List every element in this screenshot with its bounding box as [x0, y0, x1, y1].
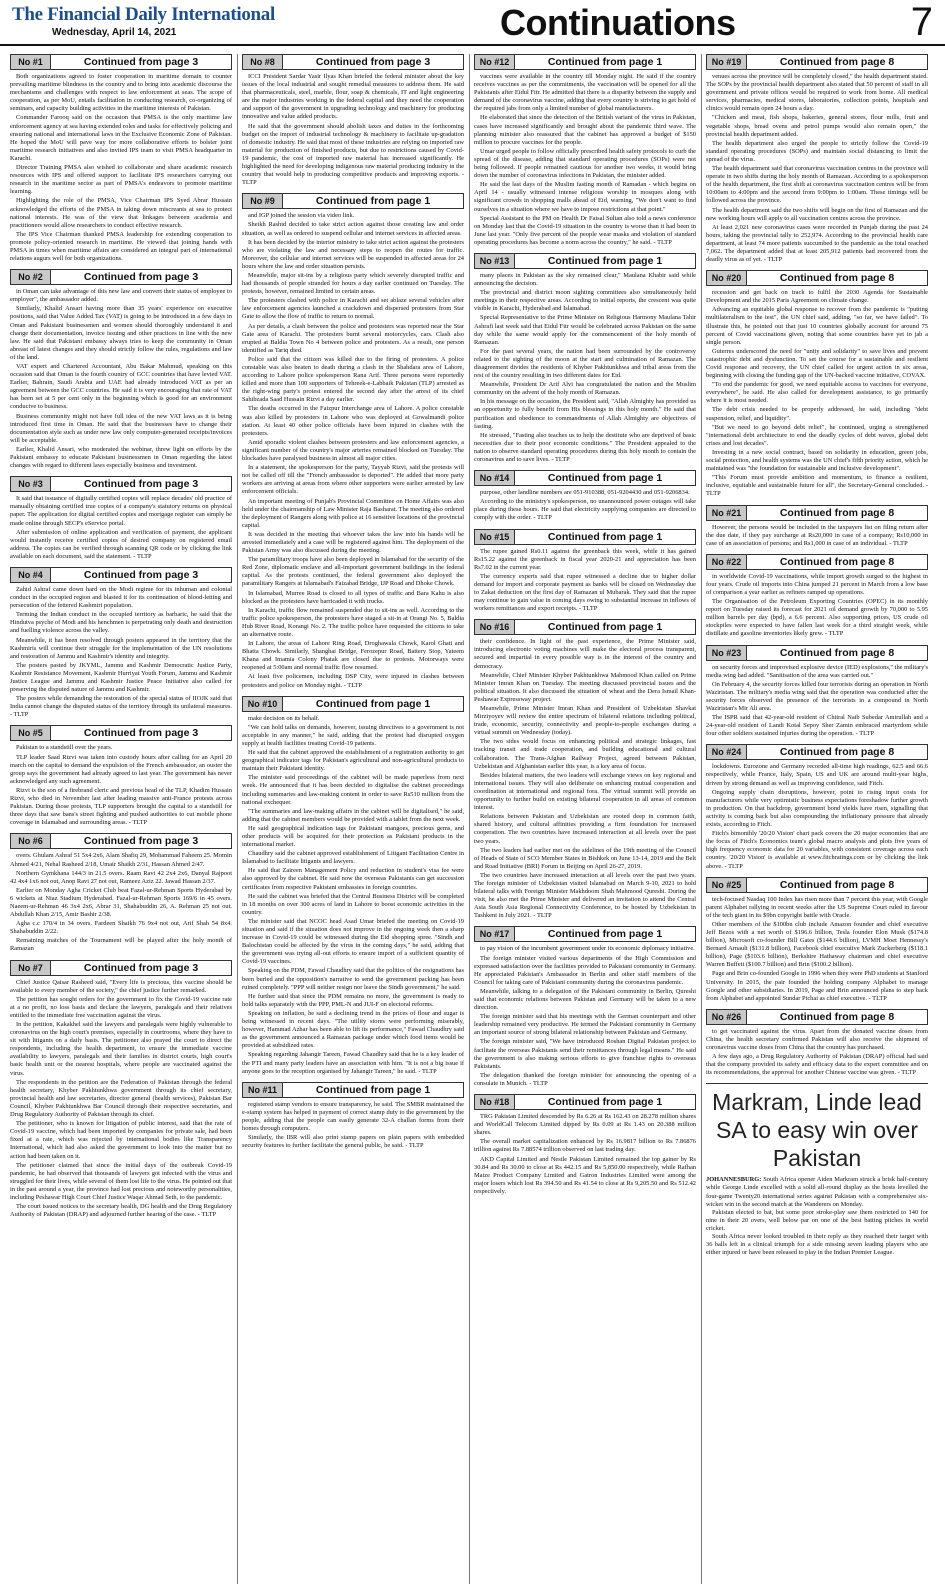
story-paragraph: The delegation thanked the foreign minister for announcing the opening of a consulate in Munich. - TLTP [474, 1071, 696, 1087]
story-paragraph: purpose, other landline numbers are 051-910388, 051-9204430 and 051-9206834. [480, 489, 690, 497]
story-paragraph: tech-focused Nasdaq 100 Index has risen more than 7 percent this year, with Google parent Alphabet rallying in recent weeks after the US Supreme Court ruled in favour of the tech giant in its $9bn copyright battle with Oracle. [706, 895, 928, 919]
page-number: 7 [910, 0, 933, 44]
story-paragraph: The paramilitary troops have also been deployed in Islamabad for the security of the Red Zone, diplomatic enclave and all-important government buildings in the federal capital. As the protests continued, the federal government also deployed the paramilitary Rangers at Islamabad's Faizabad Bridge, IJP Road and Dhoke Chowk. [242, 556, 464, 588]
story-paragraph: Rizvi is the son of a firebrand cleric and previous head of the TLP, Khadim Hussain Rizvi, who died in November last after leading massive anti-France protests across Pakistan. During those protests, TLP supporters brought the capital to a standstill for three days that saw bans's street fighting and pushed authorities to cut mobile phone coverage in Islamabad and surrounding areas. - TLTP [10, 786, 232, 827]
story-paragraph: For the past several years, the nation had been surrounded by the controversy related to the sighting of the moon at the start and culmination of Ramazan. The disagreement divides the residents of Khyber Pakhtunkhwa and tribal areas from the rest of the country resulting in two different dates for Eid. [474, 347, 696, 380]
story-paragraph: The overall market capitalization enhanced by Rs 16.9817 billion to Rs 7.86876 trillion against Rs 7.88574 trillion observed on last trading day. [474, 1138, 696, 1154]
story-paragraph: in worldwide Covid-19 vaccinations, while import growth surged to the highest in four years. Crude oil imports into China jumped 21 percent in March from a low base of comparison a year earlier as refiners ramped up operations. [706, 572, 928, 596]
story-paragraph: Umar urged people to follow officially prescribed health safety protocols to curb the spread of the disease, adding that standard operating procedures (SOPs) were not being followed. If people remained cautious for another two weeks, it would bring down the number of coronavirus infections in Pakistan, the minister added. [474, 147, 696, 180]
continued-label: Continued from page 1 [547, 254, 663, 267]
story-body [706, 664, 928, 739]
story-body [242, 715, 464, 1076]
story-paragraph: on security forces and improvised explosive device (IED) explosions," the military's media wing had added. "Sanitisation of the area was carried out." [706, 663, 928, 679]
story-header [706, 877, 928, 893]
story-paragraph: According to the ministry's spokesperson, no unannounced power outages will take place during these hours. He said that electricity supplying companies are directed to comply with the order. - TLTP [474, 498, 696, 522]
story-paragraph: The foreign minister visited various departments of the High Commission and expressed satisfaction over the facilities provided to Pakistani community in Germany. He appreciated Pakistan's Ambassador in Berlin and other staff members of the Council for taking care of Pakistani community during the coronavirus pandemic. [474, 954, 696, 986]
story-paragraph: It was decided in the meeting that whoever takes the law into his hands will be arrested immediately and a case will be registered against him. The deployment of the Pakistan Army was also discussed during the meeting. [242, 530, 464, 555]
story-paragraph: Page and Brin co-founded Google in 1996 when they were PhD students at Stanford University. In 2015, the pair founded the holding company Alphabet to manage Google and other subsidiaries. In 2019, Page and Brin announced plans to step back from Alphabet and appointed Sundar Pichai as chief executive. - TLTP [706, 970, 928, 1002]
story-header [474, 529, 696, 545]
story-paragraph: Meanwhile, it has been resolved through posters appeared in the territory that the Kashmiris will continue their struggle for the implementation of the UN resolutions and restoration of Jammu and Kashmir's identity and integrity. [10, 636, 232, 660]
issue-date: Wednesday, April 14, 2021 [52, 27, 177, 38]
story-paragraph: AKD Capital Limited and Nestle Pakistan Limited remained the top gainer by Rs 30.84 and Rs 30.00 to close at Rs 442.15 and Rs 5,850.00 respectively, while Rafhan Maize Product Company Limited and Gatron Industries Limited were among the major losers which lost Rs 394.50 and Rs 41.54 to close at Rs 9,205.50 and Rs 512.42 respectively. [474, 1155, 696, 1195]
continued-label: Continued from page 8 [779, 56, 895, 68]
story-body [706, 763, 928, 870]
story-body [10, 852, 232, 953]
story-header [474, 54, 696, 70]
story-paragraph: their confidence. In light of the past experience, the Prime Minister said, introducing electronic voting machines will make the electoral process transparent, secured and impartial in every possible way is in the interest of the country and democracy. [474, 638, 696, 670]
feature-paragraph: Pakistan elected to bat, but some poor stroke-play saw them restricted to 140 for nine in their 20 overs, well below par on one of the best batting pitches in world cricket. [706, 1208, 928, 1232]
continued-label: Continued from page 3 [83, 56, 199, 68]
story-paragraph: The rupee gained Rs0.11 against the greenback this week, while it has gained Rs15.22 against the greenback in fiscal year 2020-21 and appreciation has been Rs7.02 in the current year. [474, 547, 696, 571]
story-body [706, 573, 928, 639]
story-paragraph: Similarly, the IBR will also print stamp papers on plain papers with embedded security features to further facilitate the general public, he said. - TLTP [242, 1134, 464, 1150]
story-paragraph: "The summaries and law-making affairs in the cabinet will be digitalised," he said, adding that the cabinet members would be provided with a tablet from the next week. [242, 807, 464, 823]
story-paragraph: many places in Pakistan as the sky remained clear," Maulana Khabir said while announcing the decision. [474, 271, 696, 288]
feature-body [706, 1176, 928, 1257]
story-paragraph: TRG Pakistan Limited descended by Rs 6.26 at Rs 162.43 on 28.278 million shares and WorldCall Telecom Limited dipped by Rs 0.09 at Rs 1.43 on 20.388 million shares. [474, 1113, 696, 1137]
feature-dateline: JOHANNESBURG: [706, 1176, 762, 1184]
story-number: No #8 [243, 55, 283, 69]
story [10, 476, 232, 561]
story-paragraph: "This Forum must provide ambition and momentum, to finance a resilient, inclusive, equitable and sustainable future for all", the Secretary-General concluded. - TLTP [706, 474, 928, 498]
story-paragraph: Remaining matches of the Tournament will be played after the holy month of Ramazan [10, 937, 232, 953]
column-3 [474, 54, 696, 1586]
story-paragraph: VAT expert and Chartered Accountant, Abu Bakar Mahmud, speaking on this occasion said that Oman is the fourth country of GCC countries that have levied VAT. Earlier, Bahrain, Saudi Arabia and UAE had already introduced VAT as per an agreement between the GCC countries. He said it is very encouraging that rate of VAT has been set at 5 per cent only in the beginning which is good for an environment conducive to business. [10, 363, 232, 411]
story-paragraph: In Karachi, traffic flow remained suspended due to sit-ins as well. According to the traffic police spokesperson, the protesters have staged a sit-in at Orangi No. 5, Baldia Hub River Road, Korangi No. 2. The traffic police have requested the citizens to take an alternative route. [242, 606, 464, 638]
story-header [706, 54, 928, 70]
story-body [474, 272, 696, 464]
story-paragraph: The IPS Vice Chairman thanked PMSA leadership for extending cooperation to promote policy-oriented research in maritime. He viewed that joining hands with PMSA in times when maritime affairs are considered an integral part of international relations augurs well for both organizations. [10, 230, 232, 263]
story-header [10, 833, 232, 849]
story [10, 960, 232, 1220]
story-number: No #6 [11, 834, 51, 848]
story-paragraph: "Chicken and meat, fish shops, bakeries, general stores, flour mills, fruit and vegetable shops, bread ovens and petrol pumps would also remain open," the provincial health department added. [706, 114, 928, 138]
story [706, 270, 928, 498]
story-header [10, 725, 232, 741]
story-paragraph: venues across the province will be completely closed," the health department stated. The SOPs by the provincial health department also stated that 50 percent of staff in all government and private offices would be required to work from home. All medical services, pharmacies, medical stores, laboratories, collection points, hospitals and clinics would remain open 24 hours a day. [706, 73, 928, 113]
story-number: No #12 [475, 55, 515, 69]
feature-headline: Markram, Linde lead SA to easy win over Pakistan [706, 1083, 928, 1172]
continued-label: Continued from page 1 [315, 697, 431, 710]
column-divider [701, 54, 702, 1584]
feature-article [706, 1083, 928, 1257]
story-paragraph: Earlier on Monday Agha Cricket Club beat Fazal-ur-Rehman Sports Hyderabad by 6 wickets at Niaz Stadium Hyderabad. Fazal-ur-Rehman Sports 169/6 in 45 overs. Naeem-ur-Rehman 46 3x4 2x6, Abrar 31, Shahabuddin 26, A. Rehman 25 not out. Abdullah Khan 2/15, Amir Bashir 2/38. [10, 886, 232, 919]
story [706, 645, 928, 739]
story-paragraph: At least 2,021 new coronavirus cases were recorded in Punjab during the past 24 hours, taking the provincial tally to 252,974. According to the provincial health care department, at least 74 more patients succumbed to the pandemic as the total reached 7,062. The department added that at least 205,912 patients had recovered from the deadly virus as of yet. - TLTP [706, 223, 928, 264]
story-paragraph: In Lahore, the areas of Lahore Ring Road, Droghawala Chowk, Karol Ghati and Bhatta Chowk. Similarly, Shanghai Bridge, Ferozepur Road, Battery Stop, Yateem Khana and Imamia Colony Phatak are closed due to protests. Motorways were reopened at 5:00am and normal traffic flow resumed. [242, 640, 464, 672]
continued-label: Continued from page 3 [315, 56, 431, 68]
story-number: No #15 [475, 530, 515, 544]
story-paragraph: Advancing an equitable global response to recover from the pandemic is "putting multilateralism to the test", the UN chief said, adding, "so far, we have failed". To illustrate this, he pointed out that just 10 countries globally account for around 75 percent of Covid vaccinations given, noting that some countries have yet to jab a single person. [706, 306, 928, 346]
story-paragraph: It has been decided by the interior ministry to take strict action against the protesters who are violating the law and necessary steps to reopen the routes for traffic. Moreover, the cellular and internet services will be suspended in affected areas for 24 hours where the law and order situation persists. [242, 238, 464, 270]
story [706, 54, 928, 264]
story-body [706, 73, 928, 264]
story-paragraph: The foreign minister said that his meetings with the German counterpart and other leadership remained very productive. He termed the Pakistani community in Germany an important source of strong bilateral relationship between Pakistan and Germany. [474, 1013, 696, 1037]
story-header [706, 645, 928, 661]
story-header [474, 470, 696, 486]
story-paragraph: Police said that the citizen was killed due to the firing of protesters. A police constable was also beaten to death during a clash in the Shahdara area of Lahore, according to Lahore police spokesperson Rana Arif. Three persons were reportedly killed and more than 100 supporters of Tehreek-e-Labbaik Pakistan (TLP) arrested as the right-wing party's protest entered the second day after the arrest of its chief Sahibzada Saad Hussain Rizvi a day earlier. [242, 355, 464, 404]
story-number: No #13 [475, 254, 515, 268]
story-paragraph: Meanwhile, talking to a delegation of the Pakistani community in Berlin, Qureshi said that economic relations between Pakistan and Germany will be taken to a new direction. [474, 987, 696, 1012]
story-paragraph: Zahid Ashraf came down hard on the Modi regime for its inhuman and colonial conduct in the occupied region and blasted it for its continuation of blood-letting and persecution of the fettered Kashmiri population. [10, 585, 232, 610]
story-number: No #24 [707, 745, 747, 759]
story-number: No #16 [475, 620, 515, 634]
continued-label: Continued from page 3 [83, 478, 199, 491]
story-paragraph: He said that Zaireen Management Policy and reduction in student's visa fee were also approved by the cabinet. He said now the overseas Pakistanis can get succession certificates from respective Pakistani embassies in foreign countries. [242, 867, 464, 891]
story [10, 567, 232, 720]
column-4 [706, 54, 928, 1586]
continued-label: Continued from page 1 [315, 1083, 431, 1096]
story-number: No #19 [707, 55, 747, 69]
story-paragraph: The provincial and district moon sighting committees also simultaneously held meetings in their respective areas. According to initial reports, the crescent was quite visible in Karachi, Hyderabad and Islamabad. [474, 289, 696, 313]
story-paragraph: Director Training PMSA also wished to collaborate and share academic research resources with IPS and offered support to facilitate IPS researchers carrying out research in the maritime sector as part of PMSA's endeavors to promote maritime learning. [10, 164, 232, 196]
story-paragraph: The ISPR said that 42-year-old resident of Chitral Naib Subedar Amirullah and a 24-year-old resident of Landi Kotal Sepoy Sher Zamin embraced martyrdom while four other soldiers sustained injuries during the operation. - TLTP [706, 714, 928, 738]
story-paragraph: It said that issuance of digitally certified copies will replace decades' old practice of manually obtaining certified true copies of a company's statutory returns on physical paper. The application for digital certified copies and mortgage register can simply be made online through SECP's eService portal. [10, 495, 232, 527]
story-paragraph: The posters while demanding the restoration of the special status of IIOJK said that India cannot change the disputed status of the territory through its unilateral measures. - TLTP [10, 695, 232, 719]
story [242, 193, 464, 689]
story-paragraph: The respondents in the petition are the Federation of Pakistan through the federal health secretary, Khyber Pakhtunkhwa government through its chief secretary, provincial health and law secretaries, director general (health services), Pakistan Bar Council, Khyber Pakhtunkhwa Bar Council through their respective secretaries, and Drug Regulatory Authority of Pakistan through its chief. [10, 1078, 232, 1119]
story-body [242, 212, 464, 689]
story-paragraph: An important meeting of Punjab's Provincial Committee on Home Affairs was also held under the chairmanship of Law Minister Raja Basharat. The meeting also ordered the deployment of Rangers along with police at 16 sensitive locations of the provincial capital. [242, 497, 464, 529]
story-paragraph: He said the cabinet was briefed that the Central Business District will be completed in 18 months on over 300 acres of land in Lahore to boost economic activities in the country. [242, 892, 464, 916]
story-paragraph: The petition has sought orders for the government to fix the Covid-19 vaccine rate at a no profit, no loss basis and declare the lawyers, paralegals and their relatives entitled to the immediate free vaccination against the virus. [10, 995, 232, 1019]
story [474, 253, 696, 464]
story-paragraph: He further said that since the PDM remains no more, the government is ready to hold talks separately with the PPP, PML-N and JUI-F on electoral reforms. [242, 992, 464, 1008]
story-number: No #4 [11, 568, 51, 582]
continued-label: Continued from page 3 [83, 835, 199, 848]
story-paragraph: In a statement, the spokesperson for the party, Tayyab Rizvi, said the protests will not be called off till the "French ambassador is deported". He added that more party workers are arriving at areas from where other supporters were earlier arrested by law enforcement officials. [242, 464, 464, 496]
story-body [10, 288, 232, 470]
story-number: No #14 [475, 471, 515, 485]
story [706, 744, 928, 870]
story-body [10, 495, 232, 561]
feature-paragraph: South Africa opener Aiden Markram struck a brisk half-century while George Linde excelled with a solid all-round display as the hosts levelled the four-game Twenty20 international series against Pakistan with a comprehensive six-wicket win in the second match at the Wanderers on Monday. [706, 1176, 928, 1208]
story-paragraph: On February 4, the security forces killed four terrorists during an operation in North Waziristan. The military's media wing said that the operation was conducted after the security forces observed the presence of the terrorists in a compound in North Waziristan's Mir Ali area. [706, 680, 928, 712]
continued-label: Continued from page 8 [779, 272, 895, 285]
story [242, 696, 464, 1076]
story-header [242, 1082, 464, 1098]
continued-label: Continued from page 1 [315, 195, 431, 208]
story-header [474, 926, 696, 942]
story-header [242, 696, 464, 712]
story-paragraph: At least five policemen, including DSP City, were injured in clashes between protesters and police on Monday night. - TLTP [242, 673, 464, 689]
story-paragraph: "But we need to go beyond debt relief", he continued, urging a strengthened "international debt architecture to end the deadly cycles of debt waves, global debt crises and lost decades". [706, 423, 928, 447]
column-4-stories [706, 54, 928, 1077]
story-header [474, 253, 696, 269]
story-header [706, 505, 928, 521]
story [474, 54, 696, 247]
column-2 [242, 54, 464, 1586]
story-paragraph: The minister said that NCOC head Asad Umar briefed the meeting on Covid-19 situation and said if the situation does not improve in the ongoing week then a sharp increase in Covid-19 could be witnessed during the Eid shopping spree. "Sindh and Balochistan could be affected by the virus in the coming days," he said, adding that the government was trying all-out efforts to ensure import of a sufficient quantity of Covid-19 vaccines. [242, 917, 464, 966]
story-paragraph: However, the persons would be included in the taxpayers list on filing return after the due date, if they pay surcharge at Rs20,000 in case of a company; Rs10,000 in case of an association of persons; and Rs1,000 in case of an individual. - TLTP [706, 523, 928, 547]
story-number: No #9 [243, 194, 283, 208]
story-number: No #21 [707, 506, 747, 520]
story-paragraph: The posters pasted by JKYML, Jammu and Kashmir Democratic Justice Party, Kashmir Resistance Movement, Kashmir Hurriyat Youth Forum, Jammu and Kashmir Justice League and Jammu and Kashmir Justice Peace Initiative also called for preserving the disputed nature of Jammu and Kashmir. [10, 661, 232, 694]
continued-label: Continued from page 3 [83, 568, 199, 581]
story-paragraph: Pakistan to a standstill over the years. [16, 744, 113, 752]
continued-label: Continued from page 1 [547, 472, 663, 485]
continued-label: Continued from page 8 [779, 1010, 895, 1023]
story-header [10, 960, 232, 976]
story-paragraph: vaccines were available in the country till Monday night. He said if the country receives vaccines as per the commitments, the vaccination will be opened for all the Pakistanis after Eidul Fitr. He admitted that there is a disparity between the supply and demand of the coronavirus vaccine, adding that every country is striving to get hold of the required jabs from only a limited number of global manufacturers. [474, 73, 696, 113]
continued-label: Continued from page 3 [83, 727, 199, 740]
story-paragraph: to pay vision of the incumbent government under its economic diplomacy initiative. [480, 945, 695, 953]
story-paragraph: Chaudhry said the cabinet approved establishment of Litigant Facilitation Centre in Islamabad to facilitate litigants and lawyers. [242, 850, 464, 866]
story-paragraph: in Oman can take advantage of this new law and convert their status of employee to employer", the ambassador added. [10, 288, 232, 304]
story-number: No #25 [707, 878, 747, 892]
column-1 [10, 54, 232, 1586]
story-paragraph: The two sides would focus on enhancing political and strategic linkages, fast tracking transit and trade cooperation, and building educational and cultural collaboration. The Trans-Afghan Railway Project, agreed between Pakistan, Uzbekistan and Afghanistan earlier this year, is a key area of focus. [474, 738, 696, 770]
story-paragraph: He stressed, "Fasting also teaches us to help the destitute who are deprived of basic necessities due to their poor economic conditions." The President appealed to the nation to observe standard operating procedures during this holy month to contain the coronavirus and to save lives. - TLTP [474, 431, 696, 464]
story-paragraph: The two leaders had earlier met on the sidelines of the 19th meeting of the Council of Heads of State of SCO Member States in Bishkek on June 13-14, 2019 and the Belt and Road Initiative (BRI) Forum in Beijing on April 26-27, 2019. [474, 846, 696, 870]
story-paragraph: recession and get back on track to fulfil the 2030 Agenda for Sustainable Development and the 2015 Paris Agreement on climate change. [706, 289, 928, 305]
story-paragraph: overs. Ghulam Ashraf 51 5x4 2x6, Alam Shafiq 29, Mohammad Faheem 25. Momin Ahmed 4/21, Nehal Rasheed 2/18, Umair Shaikh 2/31, Hassan Ahmed 2/47. [10, 852, 232, 868]
story-body [706, 289, 928, 498]
story-paragraph: The debt crisis needed to be properly addressed, he said, including "debt suspension, relief, and liquidity". [706, 406, 928, 422]
story-paragraph: As per details, a clash between the police and protesters was reported near the Star Gate area of Karachi. The protesters burnt several motorcycles, cars. Clash also erupted at Baldia Town No 4 between police and protesters. As a result, one person identified as Tariq died. [242, 322, 464, 354]
story-paragraph: Speaking on inflation, he said a declining trend in the prices of flour and sugar is being witnessed in recent days. "The utility stores were performing miserably, however, Hammad Azhar has been able to lift its performance," Fawad Chaudhry said as the government announced a Ramazan package under which food items would be provided at subsidized rates. [242, 1009, 464, 1050]
story-header [706, 554, 928, 570]
story-number: No #22 [707, 555, 747, 569]
feature-paragraph: South Africa never looked troubled in their reply as they reached their target with 36 balls left in a clinical triumph for a side missing seven leading players who are either injured or have been released to play in the Indian Premier League. [706, 1233, 928, 1257]
story-header [10, 269, 232, 285]
story-header [474, 619, 696, 635]
story-body [706, 896, 928, 1003]
story [706, 554, 928, 639]
story-paragraph: The minister said proceedings of the cabinet will be made paperless from next week. He announced that it has been decided to digitalise the cabinet proceedings including summaries and law-making content in order to save Rs510 million from the national exchequer. [242, 774, 464, 806]
story-paragraph: Agha c.c 170/4 in 34 overs. Fardeen Shaikh 76 9x4 not out, Arif Shah 54 8x4. Shahabuddin 2/22. [10, 920, 232, 936]
story-paragraph: ICCI President Sardar Yasir Ilyas Khan briefed the federal minister about the key issues of the local industrial and sought remedial measures to address them. He said that pharmaceuticals, steel, marble, flour, soap & chemicals, IT and light engineering are the major industries working in the federal capital and they need the cooperation and support of the government in upgrading technology and machinery for producing innovative and value added products. [242, 73, 464, 121]
story-paragraph: The foreign minister said, "We have introduced Roshan Digital Pakistan project to facilitate the overseas Pakistanis send their remittances through legal means." He said the government is also making serious efforts to give franchise rights to overseas Pakistanis. [474, 1038, 696, 1070]
story-paragraph: Commander Farooq said on the occasion that PMSA is the only maritime law enforcement agency at sea having extended roles and tasks for effectively policing and ensuring national and international laws in the Exclusive Economic Zone of Pakistan. He hoped the MoU will pave way for more collaborative efforts to bolster joint maritime research initiatives and also invited IPS team to visit PMSA headquarter in Karachi. [10, 114, 232, 162]
story-body [10, 744, 232, 827]
story-paragraph: Meanwhile, Prime Minister Imran Khan and President of Uzbekistan Shavkat Mirziyoyev will review the entire spectrum of bilateral relations including political, trade, economic, security, connectivity and people-to-people exchanges during a virtual summit on Wednesday (today). [474, 705, 696, 737]
story [242, 1082, 464, 1151]
story-body [10, 979, 232, 1220]
story-body [10, 73, 232, 263]
continued-label: Continued from page 8 [779, 506, 895, 519]
story-number: No #1 [11, 55, 51, 69]
story-paragraph: Earlier, Khalid Ansari, who moderated the webinar, threw light on efforts by the Pakistani embassy to educate Pakistani businessmen in Oman regarding the latest changes with regard to different laws especially business and investment. [10, 445, 232, 470]
story-paragraph: Meanwhile, President Dr Arif Alvi has congratulated the nation and the Muslim community on the advent of the holy month of Ramazan. [474, 381, 696, 397]
story-header [10, 567, 232, 583]
story-paragraph: Meanwhile, major sit-ins by a religious party which severely disrupted traffic and had thousands of people stranded for hours a day earlier continued on Tuesday. The protests, however, remained limited to certain areas. [242, 271, 464, 296]
story-paragraph: and IGP joined the session via video link. [248, 212, 355, 220]
story-paragraph: Speaking regarding Jahangir Tareen, Fawad Chaudhry said that he is a key leader of the PTI and many party leaders have an association with him. "It is not a big issue if anyone goes to the reception organised by Jahangir Tareen," he said. - TLTP [242, 1051, 464, 1075]
story-paragraph: In his message on the occasion, the President said, "Allah Almighty has provided us an opportunity to fully benefit from His blessings in this holy month." He said that purification and obedience to commandments of Allah Almighty are objectives of fasting. [474, 398, 696, 430]
masthead [0, 0, 945, 46]
story-paragraph: Guterres underscored the need for "unity and solidarity" to save lives and prevent catastrophic debt and dysfunction. To set the course for a sustainable and resilient Covid response and recovery, the UN chief called for urgent action in six areas, beginning with closing the funding gap of the UN-backed vaccine initiative, COVAX. [706, 347, 928, 380]
story-number: No #7 [11, 961, 51, 975]
story [474, 619, 696, 920]
story-paragraph: After submission of online application and verification of payment, the applicant would instantly receive certified copies of desired company on registered email address. The copies can be verified through scanning QR code or by clicking the link available on each document, said the statement. - TLTP [10, 528, 232, 560]
story-number: No #20 [707, 271, 747, 285]
story-paragraph: The protesters clashed with police in Karachi and set ablaze several vehicles after law enforcement agencies launched a crackdown and dispersed protesters from Star Gate to allow the flow of traffic to return to normal. [242, 297, 464, 321]
story [474, 926, 696, 1088]
story-paragraph: The health department said that coronavirus vaccination centres in the province will operate in two shifts during the holy month of Ramazan. According to a spokesperson of the health department, the first shift at coronavirus vaccination centres will be from 10:00am to 4:00pm and the second from 9:00pm to 1:00am. These timings will be followed across the province. [706, 165, 928, 205]
story-paragraph: Meanwhile, Chief Minister Khyber Pakhtunkhwa Mahmood Khan called on Prime Minister Imran Khan on Tuesday. The meeting discussed provincial issues and the political situation. It also discussed the situation of wheat and the Dera Ismail Khan-Peshawar Expressway project. [474, 671, 696, 703]
story-number: No #5 [11, 726, 51, 740]
story-paragraph: Special Assistant to the PM on Health Dr Faisal Sultan also told a news conference on Monday last that the Covid-19 situation in the country is worse than it had been in June last year. "Only five percent of the people wear masks and violation of standard operating procedures has become a norm across the country," he said. - TLTP [474, 214, 696, 246]
story-paragraph: He said that the cabinet approved the establishment of a registration authority to get geographical indicator tags for Pakistan's agricultural and non-agricultural products to maintain their Pakistani identity. [242, 749, 464, 773]
story-body [10, 586, 232, 720]
continued-label: Continued from page 8 [779, 746, 895, 759]
story [242, 54, 464, 187]
story-paragraph: Special Representative to the Prime Minister on Religious Harmony Maulana Tahir Ashrafi last week said that Eidul Fitr would be celebrated across Pakistan on the same day while the same would apply for the commencement of the holy month of Ramazan. [474, 314, 696, 346]
story-paragraph: Highlighting the role of the PMSA, Vice Chairman IPS Syed Abrar Hussain acknowledged the efforts of the PMSA in taking down miscreants at sea to protect national interests. He was of the view that linkages between academia and practitioners would allow researchers to conduct effective research. [10, 197, 232, 229]
story-paragraph: Speaking on the PDM, Fawad Chaudhry said that the politics of the resignations has been buried and the opposition's narrative to send the government packing has been ruined completely. "PPP will neither resign nor leave the Sindh government," he said. [242, 967, 464, 991]
story-number: No #2 [11, 270, 51, 284]
story-number: No #18 [475, 1095, 515, 1109]
continued-label: Continued from page 8 [779, 646, 895, 659]
story-paragraph: Fitch's bimonthly '20/20 Vision' chart pack covers the 20 major economies that are the focus of Fitch's Economics team's global macro analysis and plots five years of high frequency economic data for 20 variables, with consistent coverage across each country. '20/20 Vision' is available at www.fitchratings.com or by clicking the link above. - TLTP [706, 830, 928, 870]
continued-label: Continued from page 1 [547, 530, 663, 543]
story-header [706, 1009, 928, 1025]
story-body [474, 1113, 696, 1196]
story-paragraph: "To end the pandemic for good, we need equitable access to vaccines for everyone, everywhere", he said. He also called for development assistance, to go primarily where it is most needed. [706, 381, 928, 405]
story-paragraph: He elaborated that since the detection of the British variant of the virus in Pakistan, cases have increased significantly and brought about the pandemic third wave. The planning minister also reassured that the cabinet has approved a budget of $150 million to procure vaccines for the people. [474, 114, 696, 146]
story-header [10, 54, 232, 70]
story-body [474, 548, 696, 614]
story-paragraph: The petitioner claimed that since the initial days of the outbreak Covid-19 pandemic, he had observed that thousands of lawyers got infected with the virus and struggled for their lives, while several of them lost life to the virus. He pointed out that in the past around a year, the province had lost precious and noteworthy personalities, including Peshawar High Court Chief Justice Waqar Ahmad Seth, to the pandemic. [10, 1161, 232, 1201]
story-body [474, 73, 696, 247]
story-paragraph: The deaths occurred in the Faizpur Interchange area of Lahore. A police constable was also killed by protesters in Lahore who was deployed at Gowalmandi police station. At least 40 other police officials have been injured in clashes with the protesters. [242, 405, 464, 437]
story-header [706, 744, 928, 760]
continued-label: Continued from page 3 [83, 271, 199, 284]
story-paragraph: The court issued notices to the secretary health, DG health and the Drug Regulatory Authority of Pakistan (DRAP) and adjourned further hearing of the case. - TLTP [10, 1203, 232, 1219]
section-title: Continuations [500, 2, 736, 43]
continued-label: Continued from page 8 [779, 555, 895, 568]
continued-label: Continued from page 1 [547, 56, 663, 68]
story-paragraph: The health department said the two shifts will begin on the first of Ramazan and the new working hours will apply to all vaccination centres across the province. [706, 206, 928, 222]
story-paragraph: make decision on its behalf. [248, 714, 320, 722]
story-paragraph: Besides bilateral matters, the two leaders will exchange views on key regional and international issues. They will also deliberate on enhancing mutual cooperation and coordination at international and regional fora. The virtual summit will provide an opportunity to further build on existing bilateral cooperation in all areas of common interest. [474, 771, 696, 812]
continued-label: Continued from page 8 [779, 878, 895, 891]
story-paragraph: He said the last days of the Muslim fasting month of Ramadan - which begins on April 14 - usually witnessed intense religious worship in mosques along with significant crowds in shopping malls ahead of Eid, warning, "We don't want to find ourselves in a situation where we have to impose restrictions at that point." [474, 181, 696, 213]
story-paragraph: The Organisation of the Petroleum Exporting Countries (OPEC) in its monthly report on Tuesday raised its forecast for 2021 oil demand growth by 70,000 to 5.95 million barrels per day (bpd), a 6.6 percent. Also supporting prices, US crude oil stockpiles were expected to have fallen last week for a third straight week, while distillate and gasoline inventories likely grew. - TLTP [706, 598, 928, 638]
story-header [242, 193, 464, 209]
story-paragraph: The two countries have increased interaction at all levels over the past two years. The foreign minister of Uzbekistan visited Islamabad on March 9-10, 2021 to hold bilateral talks with Foreign Minister Makhdoom Shah Mahmood Qureshi. During the visit, he also met the Prime Minister and delivered an invitation to attend the Central Asia South Asia Regional Connectivity Conference, to be hosted by Uzbekistan in Tashkent in July 2021. - TLTP [474, 871, 696, 920]
continued-label: Continued from page 1 [547, 1096, 663, 1109]
story-header [474, 1094, 696, 1110]
story [706, 505, 928, 548]
story-number: No #3 [11, 477, 51, 491]
story-paragraph: lockdowns. Eurozone and Germany recorded all-time high readings, 62.5 and 66.6 respectively, while France, Italy, Spain, US and UK are around multi-year highs, driven by strong demand as well as improving confidence, said Fitch. [706, 763, 928, 787]
story-body [474, 638, 696, 920]
story-paragraph: He said that the government should abolish taxes and duties in the forthcoming budget on the import of industrial technology & machinery to facilitate up-gradation of domestic industry. He said that most of these industries are relying on imported raw material for production of finished products, but due to restrictions caused by Covid-19 pandemic, the cost of imported raw material has increased significantly. He highlighted the need for developing indigenous raw material producing industry in the country that would help in producing competitive products and improving exports. - TLTP [242, 122, 464, 187]
story-body [242, 73, 464, 187]
story-paragraph: Chief Justice Qaisar Rasheed said, "Every life is precious, this vaccine should be available to every member of the society," the chief justice further remarked. [10, 978, 232, 994]
story-paragraph: A few days ago, a Drug Regulatory Authority of Pakistan (DRAP) official had said that the company provided its safety and efficacy data to the expert committee and on its recommendations, the approval for another Chinese vaccine was given. - TLTP [706, 1053, 928, 1077]
story [10, 725, 232, 827]
story-paragraph: The health department also urged the people to strictly follow the Covid-19 standard operating procedures (SOPs) and maintain social distancing to limit the spread of the virus. [706, 139, 928, 163]
story [706, 877, 928, 1003]
story-header [10, 476, 232, 492]
story-paragraph: registered stamp vendors to ensure transparency, he said. The SMBR maintained the e-stamp system has helped in payment of correct stamp duty to the government by the people, adding that the people can easily generate 32-A challan forms from their homes through computers. [242, 1100, 464, 1132]
story-number: No #26 [707, 1010, 747, 1024]
story-body [706, 524, 928, 548]
story-paragraph: The petitioner, who is known for litigation of public interest, said that the rate of Covid-19 vaccine, which had been imported by companies for private sale, had been fixed at a rate, which was rejected by international bodies like Transparency International, which had also asked the government to look into the matter but no action had been taken on it. [10, 1120, 232, 1160]
story-paragraph: Amid sporadic violent clashes between protesters and law enforcement agencies, a significant number of the country's major arteries remained blocked on Tuesday. The blockades have paralysed business in almost all major cities. [242, 438, 464, 463]
story-body [242, 1101, 464, 1151]
story-paragraph: TLP leader Saad Rizvi was taken into custody hours after calling for an April 20 march on the capital to demand the expulsion of the French ambassador, an ouster the group says the government had already agreed to last year. The government has never acknowledged any such agreement. [10, 753, 232, 785]
story [474, 529, 696, 614]
continued-label: Continued from page 3 [83, 961, 199, 974]
story-paragraph: In Islamabad, Murree Road is closed to all types of traffic and Bara Kahu is also blocked as the protesters have barricaded it with trucks. [242, 589, 464, 605]
story-paragraph: Investing in a new social contract, based on solidarity in education, green jobs, social protection, and health systems was the UN chief's fifth priority action, which he maintained was "the foundation for sustainable and inclusive development". [706, 448, 928, 473]
story-header [242, 54, 464, 70]
story-paragraph: He said geographical indication tags for Pakistani mangoes, precious gems, and other products will be acquired for their protection as Pakistani products in the international market. [242, 824, 464, 849]
story-paragraph: "We can hold talks on demands, however, issuing directives to a government is not acceptable in any manner," he said, adding that the protest had disrupted oxygen supply at health facilities treating Covid-19 patients. [242, 723, 464, 747]
story-body [474, 489, 696, 522]
story-paragraph: Northern Gymkhana 144/3 in 21.5 overs. Raam Ravi 42 2x4 2x6, Danyal Rajpoot 42 4x4 1x6 not out, Anop Ravi 27 not out, Rameez Aziz 22. Jawad Hassan 2/37. [10, 869, 232, 885]
story-paragraph: The currency experts said that rupee witnessed a decline due to higher dollar demand for import and corporate payment as banks will be closed on Wednesday due to Zakat deduction on the first day of Ramazan ul Mubarak. They said that the rupee may continue to gain value in coming days owing to substantial increase in inflows of workers remittances and export receipts. - TLTP [474, 572, 696, 613]
story-paragraph: Other members of the $100bn club include Amazon founder and chief executive Jeff Bezos with a net worth of $196.6 billion, Tesla founder Elon Musk ($174.8 billion), Microsoft co-founder Bill Gates ($144.6 billion), LVMH Moet Hennessy's Bernard Arnault ($131.8 billion), Facebook chief executive Mark Zuckerberg ($118.1 billion), Page ($103.6 billion), Berkshire Hathaway chairman and chief executive Warren Buffett ($100.7 billion) and Brin ($100.2 billion). [706, 920, 928, 969]
story-number: No #11 [243, 1083, 283, 1097]
story [10, 269, 232, 470]
story-paragraph: Similarly, Khalid Ansari having more than 35 years' experience on executive positions, said that Value Added Tax (VAT) is going to be introduced in a few days in Oman and Pakistani businessmen and women should thoroughly understand it and change their documentation, invoice issuing and other practices in line with the new law. He said that Pakistani embassy always tries to keep the community in Oman abreast of latest changes and they should strictly follow the rules, regulations and law of the land. [10, 305, 232, 361]
story-paragraph: Terming the Indian conduct in the occupied territory as barbaric, he said that the Hindutva psyche of Modi and his henchmen is perpetrating only death and destruction and fuelling violence across the valley. [10, 611, 232, 635]
story [474, 1094, 696, 1196]
story-paragraph: Relations between Pakistan and Uzbekistan are rooted deep in common faith, shared history, and cultural affinities providing a firm foundation for increased cooperation. The two countries have increased interaction at all levels over the past two years. [474, 813, 696, 845]
story-paragraph: In the petition, Kakakhel said the lawyers and paralegals were highly vulnerable to coronavirus on the high court's premises, especially in courtrooms, where they have to sit with litigants on a daily basis. The petitioner also prayed the court to direct the respondents, including the health department, to ensure the immediate vaccine availability to lawyers, paralegals and their families in district courts, high court's basic health unit or the nearest hospitals, where people are vaccinated against the virus. [10, 1021, 232, 1077]
story-paragraph: Business community might not have full idea of the new VAT laws as it is being introduced first time in Oman. He said that the businesses have to change their documentation style such as under new law only computer-generated receipts/invoices will be acceptable. [10, 412, 232, 444]
story-body [706, 1028, 928, 1078]
newspaper-name: The Financial Daily International [12, 4, 275, 25]
story-paragraph: to get vaccinated against the virus. Apart from the donated vaccine doses from China, the health secretary confirmed Pakistan will also receive the shipment of coronavirus vaccine doses from China that the country has purchased. [706, 1027, 928, 1051]
story [706, 1009, 928, 1078]
column-divider [469, 54, 470, 1584]
story-number: No #10 [243, 697, 283, 711]
continued-label: Continued from page 1 [547, 621, 663, 634]
story-paragraph: Both organizations agreed to foster cooperation in maritime domain to counter prevailing maritime blindness in the country and to bring into academic discourse the mechanisms and challenges with respect to law enforcement at seas. The scope of cooperation, as per MoU, entails facilitation in conducting research, co-organizing of seminars, and capacity building activities in the maritime interests of Pakistan. [10, 73, 232, 113]
story [10, 833, 232, 953]
story-paragraph: Ongoing supply chain disruptions, however, point to rising input costs for manufacturers while very optimistic business expectations foreshadow further growth in production. On that backdrop, government bond yields have risen, signalling that activity is coming back but also compounding the inflationary pressure that already exists, according to Fitch. [706, 788, 928, 829]
story-number: No #23 [707, 646, 747, 660]
story-number: No #17 [475, 927, 515, 941]
story-header [706, 270, 928, 286]
story [474, 470, 696, 522]
story [10, 54, 232, 263]
column-divider [237, 54, 238, 1584]
continued-label: Continued from page 1 [547, 928, 663, 941]
story-body [474, 945, 696, 1088]
story-paragraph: Sheikh Rashid decided to take strict action against those creating law and order situation, as well as ordered to suspend cellular and internet services in affected areas. [242, 221, 464, 237]
